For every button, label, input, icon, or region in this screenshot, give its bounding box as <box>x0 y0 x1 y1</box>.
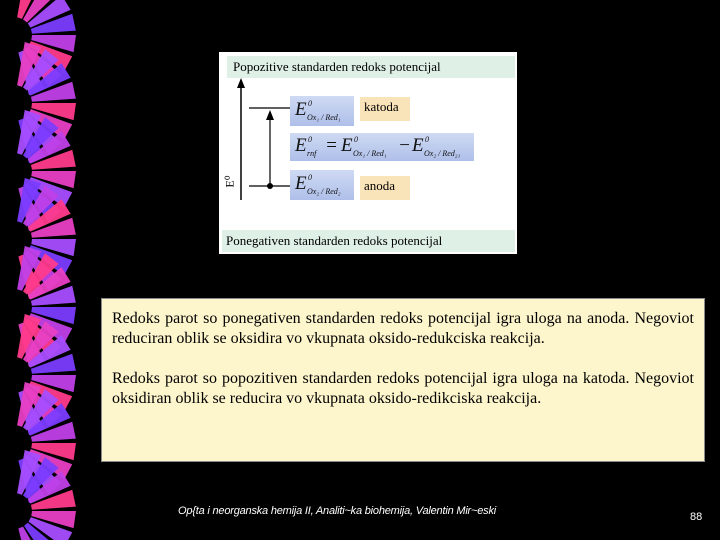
axis-label-e0: E⁰ <box>222 175 237 188</box>
cathode-explanation: Redoks parot so popozitiven standarden redoks potencijal igra uloga na katoda. Negoviot oksidiran oblik se reducira vo vkupnata oksido-redikciska reakcija. <box>112 370 694 407</box>
equation-anode-potential: E 0 Ox₂ / Red₂ <box>290 170 354 200</box>
slide-footer-credit: Op{ta i neorganska hemija II, Analiti~ka biohemija, Valentin Mir~eski <box>178 505 497 517</box>
explanation-text-box <box>101 298 705 462</box>
anode-explanation: Redoks parot so ponegativen standarden redoks potencijal igra uloga na anoda. Negoviot reduciran oblik se oksidira vo vkupnata oksido-redukciska reakcija. <box>112 310 694 347</box>
equation-cell-potential: E 0 rnf = E 0 Ox₁ / Red₁ − E 0 Ox₂ / Red₂₁ <box>290 133 474 161</box>
diagram-footer-negative: Ponegativen standarden redoks potencijal <box>222 230 515 252</box>
anode-label: anoda <box>360 176 410 200</box>
spiral-ribbon-decoration <box>0 0 100 540</box>
equation-cathode-potential: E 0 Ox₁ / Red₁ <box>290 96 354 126</box>
cathode-label: katoda <box>360 97 410 121</box>
diagram-header-positive: Popozitive standarden redoks potencijal <box>227 56 515 78</box>
slide-number: 88 <box>690 511 703 523</box>
